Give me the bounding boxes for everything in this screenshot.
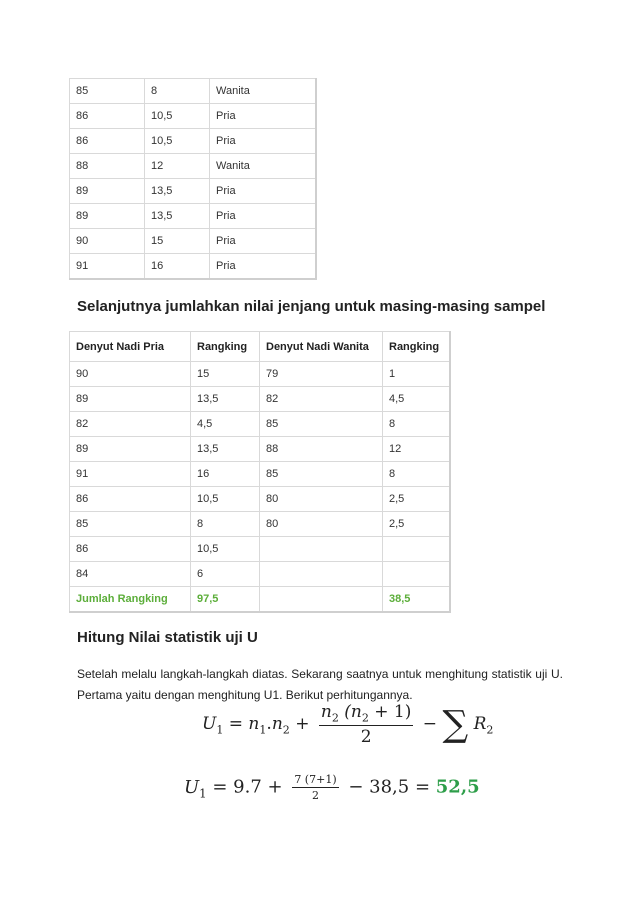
table-cell: 80 — [260, 512, 383, 537]
total-empty — [260, 587, 383, 613]
formula-fraction: $\frac{n_2 (n_2 + 1)}{2}$ — [320, 702, 412, 748]
table-cell: 86 — [70, 104, 145, 129]
header-rangking-pria: Rangking — [191, 332, 260, 362]
table-cell: 10,5 — [145, 104, 210, 129]
table-cell: 86 — [70, 487, 191, 512]
table-cell: 8 — [383, 462, 451, 487]
table-cell: 86 — [70, 537, 191, 562]
table-cell — [260, 562, 383, 587]
table-cell: 8 — [191, 512, 260, 537]
section-heading-u-statistic: Hitung Nilai statistik uji U — [77, 629, 258, 646]
table-cell: 12 — [145, 154, 210, 179]
table-cell: 88 — [70, 154, 145, 179]
table-cell: 16 — [145, 254, 210, 280]
table-cell: 12 — [383, 437, 451, 462]
header-denyut-nadi-pria: Denyut Nadi Pria — [70, 332, 191, 362]
table-cell: 90 — [70, 229, 145, 254]
table-row — [70, 104, 317, 129]
table-cell: 85 — [260, 412, 383, 437]
table-row — [70, 437, 451, 462]
table-row — [70, 154, 317, 179]
table-cell — [260, 537, 383, 562]
table-cell: 10,5 — [191, 487, 260, 512]
table-row — [70, 512, 451, 537]
table-row — [70, 487, 451, 512]
formula-u1-calculation: $U_1 = 9.7$ + $\frac{7 (7+1)}{2}$ − 38,5 = 52,5 — [184, 773, 480, 802]
table-cell: 13,5 — [145, 204, 210, 229]
table-cell: 89 — [70, 387, 191, 412]
formula2-result: 52,5 — [435, 776, 480, 798]
table-cell: 85 — [70, 512, 191, 537]
explanation-paragraph: Setelah melalu langkah-langkah diatas. Sekarang saatnya untuk menghitung statistik uji U. Pertama yaitu dengan menghitung U1. Berikut perhitungannya. — [77, 667, 563, 702]
table-cell: 15 — [191, 362, 260, 387]
table-cell: 89 — [70, 204, 145, 229]
total-rank-wanita: 38,5 — [383, 587, 451, 613]
table-cell: Pria — [210, 104, 317, 129]
table-cell: Pria — [210, 179, 317, 204]
table-cell: Wanita — [210, 79, 317, 104]
table-cell: 10,5 — [191, 537, 260, 562]
table-cell: 85 — [70, 79, 145, 104]
rank-table-part — [69, 78, 317, 280]
formula-lhs: $U_1$ — [202, 714, 224, 737]
sigma-icon: ∑ — [442, 704, 469, 746]
table-cell: 89 — [70, 179, 145, 204]
table-cell: 85 — [260, 462, 383, 487]
table-cell: Pria — [210, 204, 317, 229]
total-rank-pria: 97,5 — [191, 587, 260, 613]
table-row — [70, 129, 317, 154]
table-row — [70, 229, 317, 254]
table-cell: 8 — [383, 412, 451, 437]
table-row — [70, 179, 317, 204]
table-cell: 89 — [70, 437, 191, 462]
formula-r2: $R_2$ — [473, 714, 494, 737]
table-cell: 13,5 — [191, 437, 260, 462]
table-cell: Pria — [210, 129, 317, 154]
table-cell: 4,5 — [191, 412, 260, 437]
table-cell: 1 — [383, 362, 451, 387]
formula2-fraction: $\frac{7 (7+1)}{2}$ — [294, 773, 337, 802]
table-cell: 86 — [70, 129, 145, 154]
section-heading-sum-ranks: Selanjutnya jumlahkan nilai jenjang untuk masing-masing sampel — [77, 298, 546, 315]
table-row — [70, 387, 451, 412]
table-cell: 82 — [260, 387, 383, 412]
table-row — [70, 462, 451, 487]
table-cell: Pria — [210, 229, 317, 254]
table-row — [70, 79, 317, 104]
table-row — [70, 204, 317, 229]
total-row — [70, 587, 451, 613]
table-header-row — [70, 332, 451, 362]
formula-n2: $n_2$ — [271, 714, 290, 737]
table-cell: 80 — [260, 487, 383, 512]
table-cell: 10,5 — [145, 129, 210, 154]
table-cell — [383, 562, 451, 587]
formula-n1: $n_1$ — [248, 714, 267, 737]
table-cell: 2,5 — [383, 512, 451, 537]
table-cell: 79 — [260, 362, 383, 387]
rank-sum-table — [69, 331, 451, 613]
header-rangking-wanita: Rangking — [383, 332, 451, 362]
table-cell: Wanita — [210, 154, 317, 179]
table-row — [70, 412, 451, 437]
table-cell: 13,5 — [145, 179, 210, 204]
table-cell: 6 — [191, 562, 260, 587]
formula-u1-general: $U_1 = n_1.n_2$ + $\frac{n_2 (n_2 + 1)}{2}$ − ∑ $R_2$ — [202, 702, 494, 748]
table-cell: 15 — [145, 229, 210, 254]
total-label: Jumlah Rangking — [70, 587, 191, 613]
table-row — [70, 537, 451, 562]
table-cell: 82 — [70, 412, 191, 437]
table-row — [70, 362, 451, 387]
table-cell: 91 — [70, 462, 191, 487]
table-cell: 88 — [260, 437, 383, 462]
table-cell: Pria — [210, 254, 317, 280]
table-cell: 8 — [145, 79, 210, 104]
table-cell: 84 — [70, 562, 191, 587]
header-denyut-nadi-wanita: Denyut Nadi Wanita — [260, 332, 383, 362]
table-cell — [383, 537, 451, 562]
table-row — [70, 562, 451, 587]
table-cell: 90 — [70, 362, 191, 387]
table-cell: 2,5 — [383, 487, 451, 512]
table-cell: 16 — [191, 462, 260, 487]
formula2-lhs: $U_1$ — [184, 776, 207, 801]
table-cell: 13,5 — [191, 387, 260, 412]
table-cell: 4,5 — [383, 387, 451, 412]
table-row — [70, 254, 317, 280]
table-cell: 91 — [70, 254, 145, 280]
